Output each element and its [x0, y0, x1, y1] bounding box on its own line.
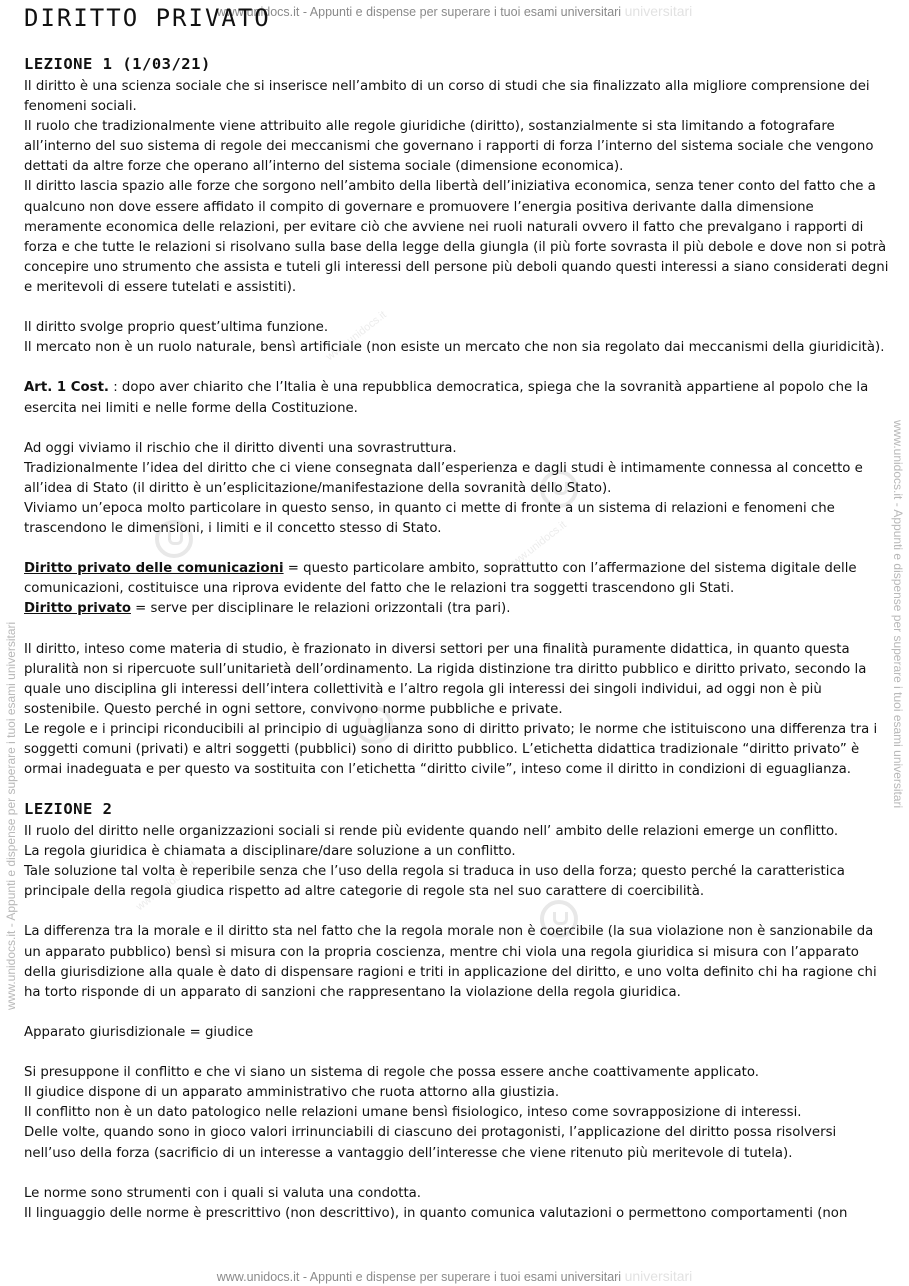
document-title: DIRITTO PRIVATO [24, 4, 271, 32]
paragraph: Viviamo un’epoca molto particolare in questo senso, in quanto ci mette di fronte a un sistema di relazioni e fenomeni che trascendono le dimensioni, i limiti e il concetto stesso di Stato. [24, 500, 835, 537]
watermark-top-text: www.unidocs.it - Appunti e dispense per superare i tuoi esami universitari [216, 5, 622, 19]
watermark-diagonal: www.unidocs.it [324, 308, 389, 364]
paragraph: Il giudice dispone di un apparato amministrativo che ruota attorno alla giustizia. [24, 1085, 560, 1101]
paragraph: Ad oggi viviamo il rischio che il diritto diventi una sovrastruttura. [24, 440, 457, 456]
definition-term: Diritto privato [24, 601, 131, 617]
watermark-side-right: www.unidocs.it - Appunti e dispense per superare i tuoi esami universitari [891, 420, 905, 809]
lesson-1-text [24, 77, 892, 780]
definition-text: = questo particolare ambito, soprattutto con l’affermazione del sistema digitale delle comunicazioni, costituisce una riprova evidente del fatto che le relazioni tra soggetti trascendono gli Stati. [24, 561, 857, 597]
watermark-diagonal: www.unidocs.it [134, 858, 199, 914]
paragraph: La regola giuridica è chiamata a disciplinare/dare soluzione a un conflitto. [24, 844, 516, 860]
paragraph: Il conflitto non è un dato patologico nelle relazioni umane bensì fisiologico, inteso come sovrapposizione di interessi. [24, 1105, 802, 1121]
lesson-2-heading: LEZIONE 2 [24, 800, 113, 818]
paragraph: Il mercato non è un ruolo naturale, bensì artificiale (non esiste un mercato che non sia regolato dai meccanismi della giuridicità). [24, 340, 885, 356]
paragraph: Apparato giurisdizionale = giudice [24, 1024, 254, 1040]
paragraph: Tradizionalmente l’idea del diritto che ci viene consegnata dall’esperienza e dagli studi è intimamente connessa al concetto e all’idea di Stato (il diritto è un’esplicitazione/manifestazione della sovranità dello Stato). [24, 460, 863, 496]
definition-text: = serve per disciplinare le relazioni orizzontali (tra pari). [130, 601, 511, 617]
watermark-top-ghost: universitari [624, 3, 693, 19]
paragraph: Il linguaggio delle norme è prescrittivo (non descrittivo), in quanto comunica valutazioni o permettono comportamenti (non [24, 1205, 848, 1221]
paragraph: Il ruolo che tradizionalmente viene attribuito alle regole giuridiche (diritto), sostanzialmente si sta limitando a fotografare all’interno del suo sistema di regole dei meccanismi che governano i rapporti di forza l’interno del sistema sociale che vengono dettati da altre forze che operano all’interno del sistema sociale (dimensione economica). [24, 119, 874, 175]
definition-term: Diritto privato delle comunicazioni [24, 561, 284, 577]
paragraph: Il diritto lascia spazio alle forze che sorgono nell’ambito della libertà dell’iniziativa economica, senza tener conto del fatto che a qualcuno non dove essere affidato il compito di governare e promuovere l’energia positiva derivante dalla dimensione meramente economica delle relazioni, per evitare ciò che avviene nei ruoli naturali ovvero il fatto che prevalgano i rapporti di forza e che tutte le relazioni si risolvano sulla base della legge della giungla (il più forte sovrasta il più debole e dove non si potrà concepire uno strumento che assista e tuteli gli interessi dell persone più deboli quando questi interessi a siano considerati degni e meritevoli di essere tutelati e assistiti). [24, 179, 889, 295]
paragraph: Delle volte, quando sono in gioco valori irrinunciabili di ciascuno dei protagonisti, l’applicazione del diritto possa risolversi nell’uso della forza (sacrificio di un interesse a vantaggio dell’interesse che viene ritenuto più meritevole di tutela). [24, 1125, 837, 1161]
paragraph: Il ruolo del diritto nelle organizzazioni sociali si rende più evidente quando nell’ ambito delle relazioni emerge un conflitto. [24, 824, 839, 839]
watermark-bottom [0, 1268, 909, 1284]
watermark-bottom-ghost: universitari [624, 1268, 693, 1284]
article-text: : dopo aver chiarito che l’Italia è una repubblica democratica, spiega che la sovranità appartiene al popolo che la esercita nei limiti e nelle forme della Costituzione. [24, 380, 869, 416]
watermark-bottom-text: www.unidocs.it - Appunti e dispense per superare i tuoi esami universitari [216, 1270, 622, 1284]
article-paragraph [24, 378, 892, 418]
paragraph: Le regole e i principi riconducibili al principio di uguaglianza sono di diritto privato; le norme che istituiscono una differenza tra i soggetti comuni (privati) e altri soggetti (pubblici) sono di diritto pubblico. L’etichetta didattica tradizionale “diritto privato” è ormai inadeguata e per questo va sostituita con l’etichetta “diritto civile”, inteso come il diritto in condizioni di eguaglianza. [24, 722, 878, 778]
paragraph: Il diritto è una scienza sociale che si inserisce nell’ambito di un corso di studi che sia finalizzato alla migliore comprensione dei fenomeni sociali. [24, 79, 870, 115]
lesson-2-text [24, 822, 892, 1224]
paragraph: Le norme sono strumenti con i quali si valuta una condotta. [24, 1185, 422, 1201]
paragraph: La differenza tra la morale e il diritto sta nel fatto che la regola morale non è coercibile (la sua violazione non è sanzionabile da un apparato pubblico) bensì si misura con la propria coscienza, mentre chi viola una regola giuridica si misura con l’apparato della giurisdizione alla quale è dato di dispensare ragioni e triti in applicazione del diritto, e uno volta definito chi ha ragione chi ha torto risponde di un apparato di sanzioni che rappresentano la violazione della regola giuridica. [24, 924, 877, 1000]
watermark-side-left: www.unidocs.it - Appunti e dispense per superare i tuoi esami universitari [4, 621, 18, 1010]
watermark-diagonal: www.unidocs.it [504, 518, 569, 574]
definition-paragraph [24, 559, 892, 599]
paragraph: Il diritto svolge proprio quest’ultima funzione. [24, 320, 329, 336]
paragraph: Si presuppone il conflitto e che vi siano un sistema di regole che possa essere anche coattivamente applicato. [24, 1065, 759, 1081]
definition-paragraph [24, 599, 892, 619]
paragraph: Il diritto, inteso come materia di studio, è frazionato in diversi settori per una finalità puramente didattica, in quanto questa pluralità non si ripercuote sull’unitarietà dell’ordinamento. La rigida distinzione tra diritto pubblico e diritto privato, secondo la quale uno disciplina gli interessi dell’intera collettività e l’altro regola gli interessi dei singoli individui, ad oggi non è più sostenibile. Questo perché in ogni settore, convivono norme pubbliche e private. [24, 641, 867, 717]
article-label: Art. 1 Cost. [24, 380, 109, 396]
lesson-1-heading: LEZIONE 1 (1/03/21) [24, 55, 211, 73]
paragraph: Tale soluzione tal volta è reperibile senza che l’uso della regola si traduca in uso della forza; questo perché la caratteristica principale della regola giudica rispetto ad altre categorie di regole sta nel suo carattere di coercibilità. [24, 864, 845, 900]
